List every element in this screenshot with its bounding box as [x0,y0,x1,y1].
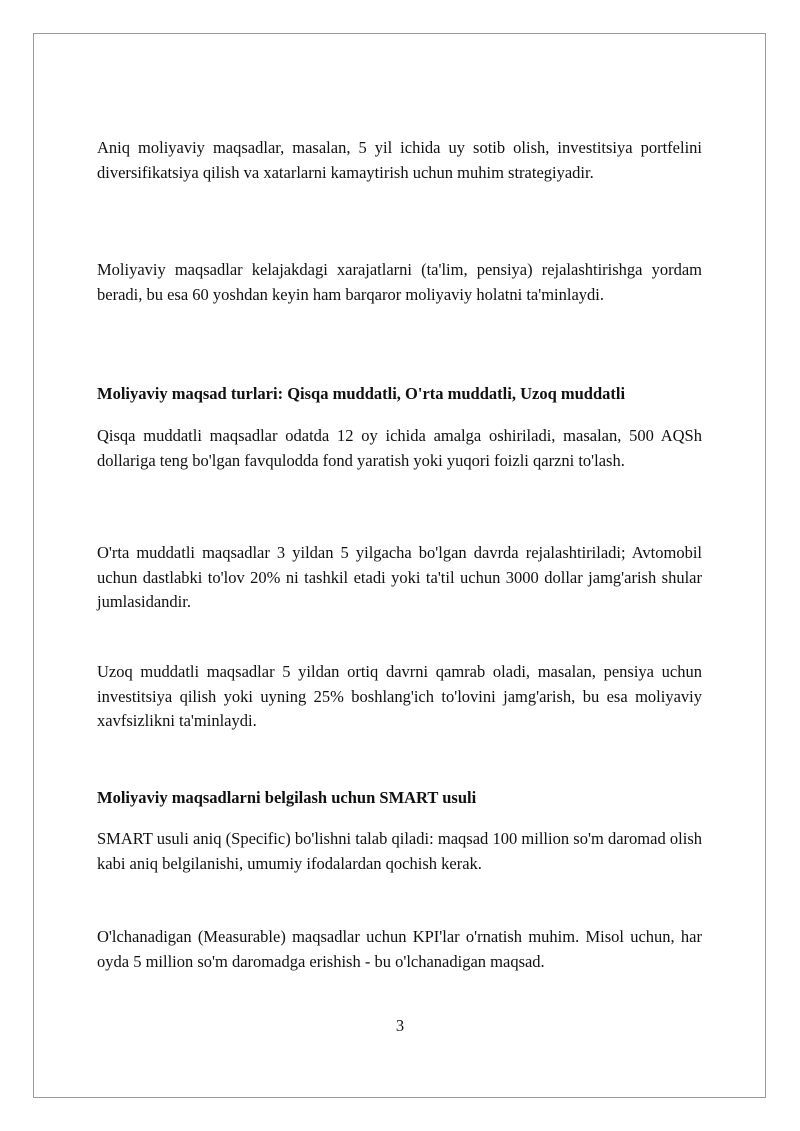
paragraph-smart-specific: SMART usuli aniq (Specific) bo'lishni talab qiladi: maqsad 100 million so'm daromad olish kabi aniq belgilanishi, umumiy ifodalardan qochish kerak. [97,829,702,873]
paragraph-smart-measurable: O'lchanadigan (Measurable) maqsadlar uchun KPI'lar o'rnatish muhim. Misol uchun, har oyda 5 million so'm daromadga erishish - bu o'lchanadigan maqsad. [97,927,702,971]
heading-goal-types: Moliyaviy maqsad turlari: Qisqa muddatli, O'rta muddatli, Uzoq muddatli [97,384,626,403]
paragraph-financial-goals-intro: Aniq moliyaviy maqsadlar, masalan, 5 yil ichida uy sotib olish, investitsiya portfelini diversifikatsiya qilish va xatarlarni kamaytirish uchun muhim strategiyadir. [97,138,702,182]
paragraph-short-term-goals: Qisqa muddatli maqsadlar odatda 12 oy ichida amalga oshiriladi, masalan, 500 AQSh dollariga teng bo'lgan favqulodda fond yaratish yoki yuqori foizli qarzni to'lash. [97,426,702,470]
page-number: 3 [395,1016,405,1035]
paragraph-medium-term-goals: O'rta muddatli maqsadlar 3 yildan 5 yilgacha bo'lgan davrda rejalashtiriladi; Avtomobil uchun dastlabki to'lov 20% ni tashkil etadi yoki ta'til uchun 3000 dollar jamg'arish shular jumlasidandir. [97,543,702,611]
paragraph-long-term-goals: Uzoq muddatli maqsadlar 5 yildan ortiq davrni qamrab oladi, masalan, pensiya uchun investitsiya qilish yoki uyning 25% boshlang'ich to'lovini jamg'arish, bu esa moliyaviy xavfsizlikni ta'minlaydi. [97,662,702,730]
heading-smart-method: Moliyaviy maqsadlarni belgilash uchun SMART usuli [97,788,477,807]
paragraph-financial-goals-planning: Moliyaviy maqsadlar kelajakdagi xarajatlarni (ta'lim, pensiya) rejalashtirishga yordam beradi, bu esa 60 yoshdan keyin ham barqaror moliyaviy holatni ta'minlaydi. [97,260,702,304]
